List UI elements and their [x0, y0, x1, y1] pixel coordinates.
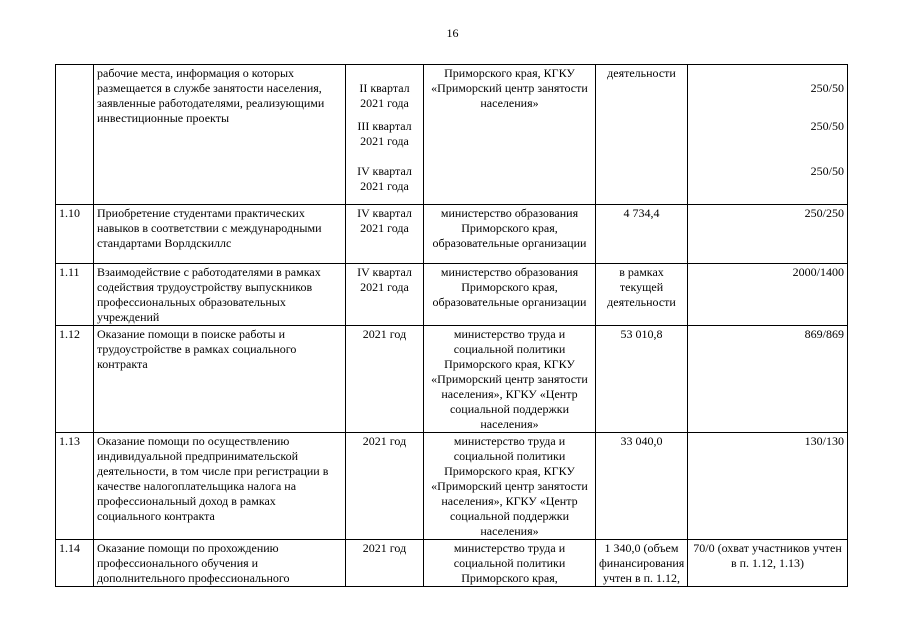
- executor: министерство труда и социальной политики Приморского края,: [424, 540, 596, 587]
- executor: Приморского края, КГКУ «Приморский центр занятости населения»: [424, 65, 596, 205]
- term: IV квартал 2021 года: [357, 164, 412, 193]
- row-number: 1.13: [56, 433, 94, 540]
- term: IV квартал 2021 года: [346, 205, 424, 264]
- financing: 1 340,0 (объем финансирования учтен в п. 1.12,: [596, 540, 688, 587]
- financing: в рамках текущей деятельности: [596, 264, 688, 326]
- indicator: 869/869: [688, 326, 848, 433]
- executor: министерство труда и социальной политики Приморского края, КГКУ «Приморский центр занятости населения», КГКУ «Центр социальной поддержки населения»: [424, 326, 596, 433]
- measures-table: [55, 64, 848, 587]
- executor: министерство образования Приморского края, образовательные организации: [424, 264, 596, 326]
- indicator: 250/250: [688, 205, 848, 264]
- term: III квартал 2021 года: [357, 119, 412, 148]
- indicator-cell: [688, 65, 848, 205]
- term: II квартал 2021 года: [359, 81, 410, 110]
- executor: министерство образования Приморского края, образовательные организации: [424, 205, 596, 264]
- financing: 33 040,0: [596, 433, 688, 540]
- executor: министерство труда и социальной политики Приморского края, КГКУ «Приморский центр занятости населения», КГКУ «Центр социальной поддержки населения»: [424, 433, 596, 540]
- measure-name: рабочие места, информация о которых размещается в службе занятости населения, заявленные работодателями, реализующими инвестиционные проекты: [94, 65, 346, 205]
- term-cell: [346, 65, 424, 205]
- financing: 4 734,4: [596, 205, 688, 264]
- term: 2021 год: [346, 326, 424, 433]
- row-number: 1.12: [56, 326, 94, 433]
- table-row: [56, 264, 848, 326]
- term: IV квартал 2021 года: [346, 264, 424, 326]
- row-number: [56, 65, 94, 205]
- measure-name: Оказание помощи в поиске работы и трудоустройстве в рамках социального контракта: [94, 326, 346, 433]
- term: 2021 год: [346, 433, 424, 540]
- table-row: [56, 205, 848, 264]
- page-number: 16: [446, 26, 459, 40]
- table-row: [56, 540, 848, 587]
- measure-name: Оказание помощи по осуществлению индивидуальной предпринимательской деятельности, в том числе при регистрации в качестве налогоплательщика налога на профессиональный доход в рамках социального контракта: [94, 433, 346, 540]
- indicator: 130/130: [688, 433, 848, 540]
- measure-name: Взаимодействие с работодателями в рамках содействия трудоустройству выпускников профессиональных образовательных учреждений: [94, 264, 346, 326]
- indicator: 250/50: [810, 119, 844, 133]
- indicator: 250/50: [810, 81, 844, 95]
- measure-name: Оказание помощи по прохождению профессионального обучения и дополнительного профессионального: [94, 540, 346, 587]
- financing: деятельности: [596, 65, 688, 205]
- table-row: [56, 65, 848, 205]
- indicator: 250/50: [810, 164, 844, 178]
- financing: 53 010,8: [596, 326, 688, 433]
- measure-name: Приобретение студентами практических навыков в соответствии с международными стандартами Ворлдскиллс: [94, 205, 346, 264]
- row-number: 1.10: [56, 205, 94, 264]
- row-number: 1.11: [56, 264, 94, 326]
- row-number: 1.14: [56, 540, 94, 587]
- term: 2021 год: [346, 540, 424, 587]
- indicator: 2000/1400: [688, 264, 848, 326]
- table-row: [56, 433, 848, 540]
- indicator: 70/0 (охват участников учтен в п. 1.12, 1.13): [688, 540, 848, 587]
- table-row: [56, 326, 848, 433]
